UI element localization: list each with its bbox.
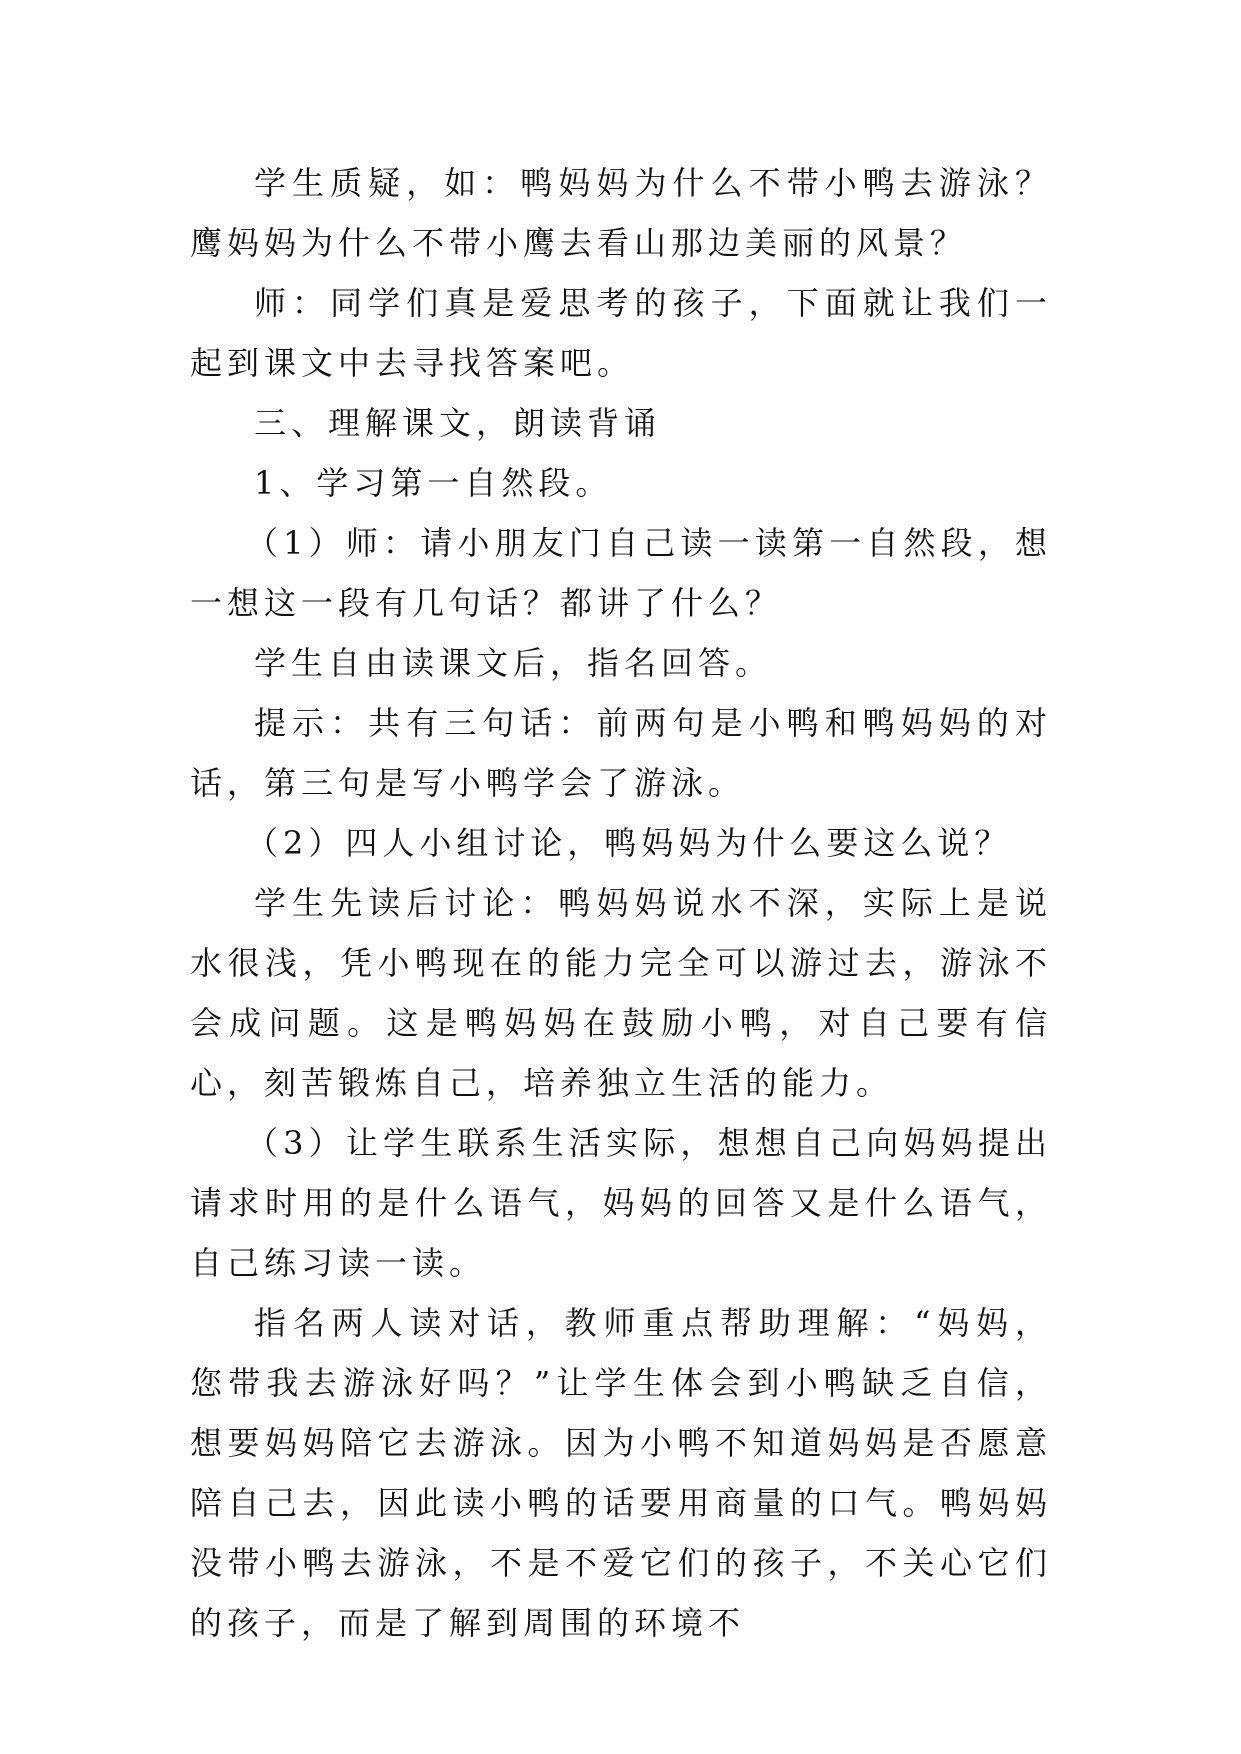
subheading-step-one: 1、学习第一自然段。 bbox=[254, 464, 613, 502]
paragraph-hint: 提示：共有三句话：前两句是小鸭和鸭妈妈的对话，第三句是写小鸭学会了游泳。 bbox=[190, 704, 1052, 802]
paragraph-item-1: （1）师：请小朋友门自己读一读第一自然段，想一想这一段有几句话？都讲了什么？ bbox=[190, 524, 1052, 622]
paragraph-student-reading: 学生自由读课文后，指名回答。 bbox=[254, 644, 773, 682]
paragraph-discussion: 学生先读后讨论：鸭妈妈说水不深，实际上是说水很浅，凭小鸭现在的能力完全可以游过去，游泳不会成问题。这是鸭妈妈在鼓励小鸭，对自己要有信心，刻苦锻炼自己，培养独立生活的能力。 bbox=[190, 884, 1052, 1102]
section-heading-three: 三、理解课文，朗读背诵 bbox=[254, 404, 662, 442]
paragraph-student-questions: 学生质疑，如：鸭妈妈为什么不带小鸭去游泳？鹰妈妈为什么不带小鹰去看山那边美丽的风景？ bbox=[190, 164, 1052, 262]
paragraph-teacher-prompt: 师：同学们真是爱思考的孩子，下面就让我们一起到课文中去寻找答案吧。 bbox=[190, 284, 1052, 382]
paragraph-item-2: （2）四人小组讨论，鸭妈妈为什么要这么说？ bbox=[246, 824, 1012, 862]
paragraph-dialogue-reading: 指名两人读对话，教师重点帮助理解：“妈妈，您带我去游泳好吗？”让学生体会到小鸭缺乏自信，想要妈妈陪它去游泳。因为小鸭不知道妈妈是否愿意陪自己去，因此读小鸭的话要用商量的口气。鸭妈妈没带小鸭去游泳，不是不爱它们的孩子，不关心它们的孩子，而是了解到周围的环境不 bbox=[190, 1304, 1052, 1642]
paragraph-item-3: （3）让学生联系生活实际，想想自己向妈妈提出请求时用的是什么语气，妈妈的回答又是什么语气，自己练习读一读。 bbox=[190, 1124, 1052, 1282]
document-body bbox=[190, 153, 1052, 1653]
